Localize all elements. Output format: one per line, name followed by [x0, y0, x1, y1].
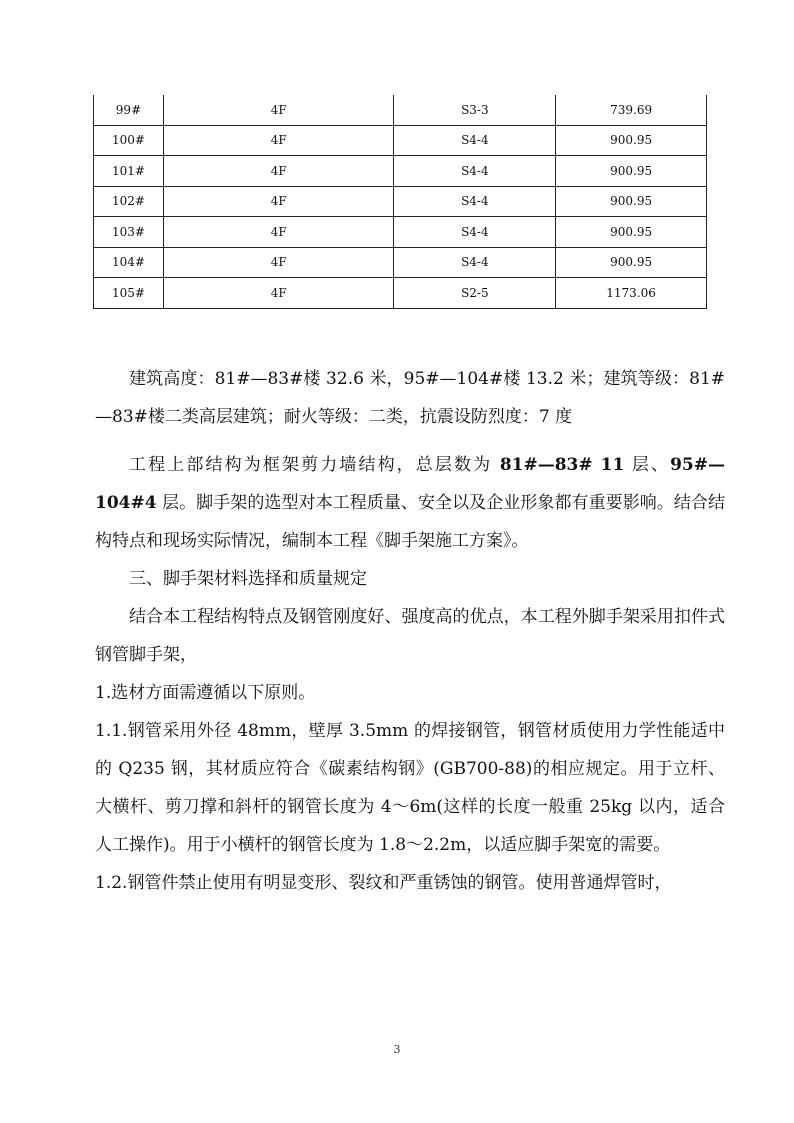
building-number-cell: 101# — [94, 156, 164, 187]
floors-cell: 4F — [163, 278, 394, 309]
floors-cell: 4F — [163, 217, 394, 248]
floors-cell: 4F — [163, 186, 394, 217]
structure-text: 工程上部结构为框架剪力墙结构，总层数为 — [129, 455, 500, 475]
structure-text: 层。脚手架的选型对本工程质量、安全以及企业形象都有重要影响。结合结构特点和现场实际情况，编制本工程《脚手架施工方案》。 — [95, 493, 725, 551]
building-number-cell: 102# — [94, 186, 164, 217]
type-cell: S4-4 — [394, 247, 556, 278]
table-row — [94, 125, 707, 156]
principle-item: 1.1.钢管采用外径 48mm，壁厚 3.5mm 的焊接钢管，钢管材质使用力学性能适中的 Q235 钢，其材质应符合《碳素结构钢》(GB700-88)的相应规定。用于立杆、大横杆、剪刀撑和斜杆的钢管长度为 4～6m(这样的长度一般重 25kg 以内，适合人工操作)。用于小横杆的钢管长度为 1.8～2.2m，以适应脚手架宽的需要。 — [95, 721, 725, 855]
building-data-table — [93, 95, 707, 309]
type-cell: S4-4 — [394, 156, 556, 187]
building-number-cell: 99# — [94, 95, 164, 125]
floors-cell: 4F — [163, 247, 394, 278]
area-cell: 1173.06 — [556, 278, 707, 309]
principle-item: 1.选材方面需遵循以下原则。 — [95, 683, 316, 703]
area-cell: 739.69 — [556, 95, 707, 125]
table-row — [94, 247, 707, 278]
table-body — [94, 95, 707, 308]
floor-count-bold: 95#—104#4 — [95, 455, 725, 513]
material-intro-paragraph: 结合本工程结构特点及钢管刚度好、强度高的优点，本工程外脚手架采用扣件式钢管脚手架， — [95, 607, 725, 665]
table-row — [94, 156, 707, 187]
type-cell: S4-4 — [394, 217, 556, 248]
floors-cell: 4F — [163, 125, 394, 156]
page-number: 3 — [393, 1043, 401, 1056]
structure-paragraph — [95, 446, 725, 560]
area-cell: 900.95 — [556, 186, 707, 217]
building-number-cell: 104# — [94, 247, 164, 278]
type-cell: S4-4 — [394, 125, 556, 156]
structure-text: 层、 — [624, 455, 671, 475]
area-cell: 900.95 — [556, 247, 707, 278]
table-row — [94, 186, 707, 217]
area-cell: 900.95 — [556, 156, 707, 187]
table-row — [94, 278, 707, 309]
table-row — [94, 217, 707, 248]
area-cell: 900.95 — [556, 125, 707, 156]
type-cell: S3-3 — [394, 95, 556, 125]
principle-item: 1.2.钢管件禁止使用有明显变形、裂纹和严重锈蚀的钢管。使用普通焊管时， — [95, 873, 672, 893]
type-cell: S2-5 — [394, 278, 556, 309]
building-number-cell: 100# — [94, 125, 164, 156]
area-cell: 900.95 — [556, 217, 707, 248]
building-number-cell: 103# — [94, 217, 164, 248]
floors-cell: 4F — [163, 156, 394, 187]
section-heading: 三、脚手架材料选择和质量规定 — [129, 569, 367, 589]
type-cell: S4-4 — [394, 186, 556, 217]
building-number-cell: 105# — [94, 278, 164, 309]
floor-count-bold: 81#—83# 11 — [499, 455, 625, 475]
floors-cell: 4F — [163, 95, 394, 125]
body-text — [95, 360, 725, 902]
table-row — [94, 95, 707, 125]
building-height-paragraph: 建筑高度：81#—83#楼 32.6 米，95#—104#楼 13.2 米；建筑等级：81#—83#楼二类高层建筑；耐火等级：二类，抗震设防烈度：7 度 — [95, 369, 725, 427]
